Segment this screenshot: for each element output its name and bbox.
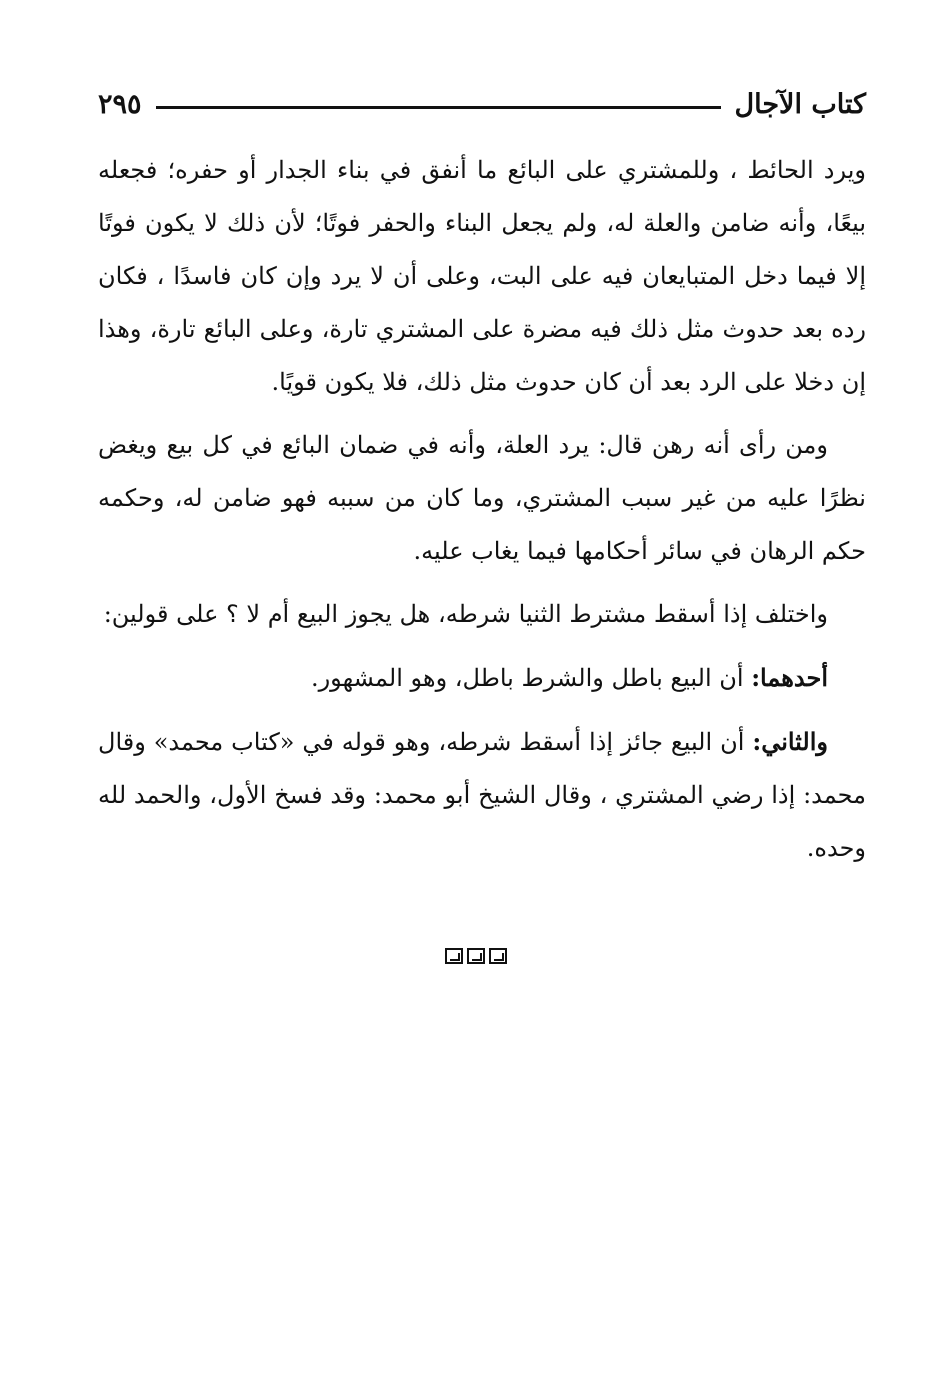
- end-ornament-icon: [0, 948, 952, 964]
- paragraph-text: أن البيع جائز إذا أسقط شرطه، وهو قوله في «كتاب محمد» وقال محمد: إذا رضي المشتري ، وقال الشيخ أبو محمد: وقد فسخ الأول، والحمد لله وحده.: [98, 728, 866, 862]
- running-header: [98, 84, 866, 124]
- paragraph-text: واختلف إذا أسقط مشترط الثنيا شرطه، هل يجوز البيع أم لا ؟ على قولين:: [103, 600, 828, 628]
- ornament-square-icon: [467, 948, 485, 964]
- paragraph-text: أن البيع باطل والشرط باطل، وهو المشهور.: [310, 664, 752, 692]
- ornament-square-icon: [489, 948, 507, 964]
- page-number: ٢٩٥: [98, 88, 142, 120]
- paragraph: [98, 419, 866, 578]
- paragraph: [98, 588, 866, 641]
- ornament-square-icon: [445, 948, 463, 964]
- header-rule: [156, 106, 721, 109]
- paragraph-lead: أحدهما:: [751, 663, 828, 692]
- paragraph: [98, 715, 866, 875]
- body-text: [98, 144, 866, 885]
- paragraph-lead: والثاني:: [752, 727, 828, 756]
- paragraph: [98, 144, 866, 409]
- paragraph: [98, 651, 866, 705]
- paragraph-text: ويرد الحائط ، وللمشتري على البائع ما أنفق في بناء الجدار أو حفره؛ فجعله بيعًا، وأنه ضامن والعلة له، ولم يجعل البناء والحفر فوتًا؛ لأن ذلك لا يكون فوتًا إلا فيما دخل المتبايعان فيه على البت، وعلى أن لا يرد وإن كان فاسدًا ، فكان رده بعد حدوث مثل ذلك فيه مضرة على المشتري تارة، وعلى البائع تارة، وهذا إن دخلا على الرد بعد أن كان حدوث مثل ذلك، فلا يكون قويًا.: [98, 156, 867, 396]
- paragraph-text: ومن رأى أنه رهن قال: يرد العلة، وأنه في ضمان البائع في كل بيع ويغض نظرًا عليه من غير سبب المشتري، وما كان من سببه فهو ضامن له، وحكمه حكم الرهان في سائر أحكامها فيما يغاب عليه.: [98, 431, 866, 565]
- chapter-title: كتاب الآجال: [734, 88, 866, 120]
